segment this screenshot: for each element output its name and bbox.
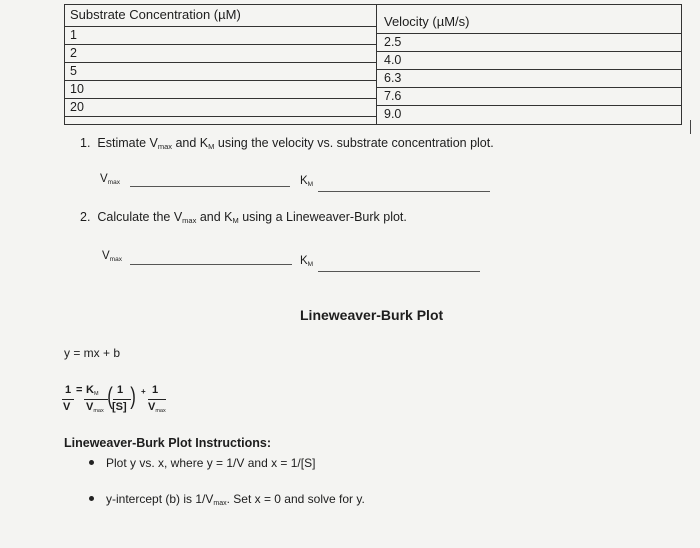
label-sub: M xyxy=(307,181,314,188)
km-text: K xyxy=(86,384,94,396)
table-border xyxy=(64,4,682,125)
question-2-text: Calculate the V xyxy=(97,210,183,224)
formula-vmax-1 xyxy=(86,401,104,414)
bullet-dot xyxy=(89,460,94,465)
vmax-sub: max xyxy=(93,408,104,414)
table-row-line xyxy=(64,44,376,45)
velocity-cell: 6.3 xyxy=(384,71,402,85)
right-parenthesis: ) xyxy=(130,383,136,410)
table-row-line xyxy=(376,69,682,70)
question-2 xyxy=(80,210,407,225)
velocity-cell: 4.0 xyxy=(384,53,402,67)
table-row-line xyxy=(64,80,376,81)
label-sub: max xyxy=(107,179,120,186)
label-text: V xyxy=(102,250,110,262)
fraction-bar xyxy=(113,399,131,400)
formula-inner-numerator: 1 xyxy=(117,384,124,396)
table-row-line xyxy=(376,105,682,106)
formula-lhs-denominator: V xyxy=(63,401,71,413)
lineweaver-burk-formula xyxy=(62,382,172,420)
question-1-sub: M xyxy=(208,142,215,151)
question-2-text: and K xyxy=(196,210,233,224)
instruction-bullet-2 xyxy=(106,492,365,507)
vmax-sub: max xyxy=(155,408,166,414)
formula-plus: + xyxy=(141,387,146,396)
velocity-cell: 9.0 xyxy=(384,107,402,121)
linear-equation: y = mx + b xyxy=(64,346,121,360)
q2-km-label xyxy=(300,255,313,268)
formula-equals: = xyxy=(76,384,83,396)
question-1-number: 1. xyxy=(80,136,91,150)
question-1 xyxy=(80,136,494,151)
label-text: V xyxy=(100,173,108,185)
vmax-text: V xyxy=(86,401,94,413)
q1-km-label xyxy=(300,175,313,188)
substrate-cell: 20 xyxy=(70,100,84,114)
instruction-bullet-1: Plot y vs. x, where y = 1/V and x = 1/[S] xyxy=(106,456,316,470)
velocity-cell: 2.5 xyxy=(384,35,402,49)
table-row-line xyxy=(376,51,682,52)
label-sub: M xyxy=(307,261,314,268)
q2-vmax-label xyxy=(102,250,122,263)
q1-vmax-answer-line[interactable] xyxy=(130,186,290,187)
instructions-heading: Lineweaver-Burk Plot Instructions: xyxy=(64,436,271,450)
question-2-number: 2. xyxy=(80,210,91,224)
label-text: K xyxy=(300,255,308,267)
question-1-text: and K xyxy=(172,136,209,150)
question-1-sub: max xyxy=(157,142,172,151)
question-1-text: using the velocity vs. substrate concentration plot. xyxy=(214,136,494,150)
bullet-2-text: . Set x = 0 and solve for y. xyxy=(226,492,365,506)
question-2-sub: max xyxy=(182,216,197,225)
velocity-column-header: Velocity (µM/s) xyxy=(384,14,470,29)
substrate-cell: 5 xyxy=(70,64,77,78)
q1-km-answer-line[interactable] xyxy=(318,191,490,192)
bullet-2-sub: max xyxy=(213,500,227,507)
formula-last-numerator: 1 xyxy=(152,384,159,396)
question-2-text: using a Lineweaver-Burk plot. xyxy=(238,210,407,224)
substrate-column-header: Substrate Concentration (µM) xyxy=(70,7,241,22)
formula-km xyxy=(86,384,99,397)
vmax-text: V xyxy=(148,401,156,413)
table-column-divider xyxy=(376,4,377,125)
kinetics-data-table xyxy=(64,4,682,125)
formula-vmax-2 xyxy=(148,401,166,414)
bullet-2-text: y-intercept (b) is 1/V xyxy=(106,492,214,506)
velocity-cell: 7.6 xyxy=(384,89,402,103)
edge-mark xyxy=(690,120,691,134)
substrate-cell: 2 xyxy=(70,46,77,60)
substrate-cell: 10 xyxy=(70,82,84,96)
question-1-text: Estimate V xyxy=(97,136,158,150)
table-row-line xyxy=(376,87,682,88)
fraction-bar xyxy=(148,399,166,400)
fraction-bar xyxy=(62,399,74,400)
q2-vmax-answer-line[interactable] xyxy=(130,264,292,265)
bullet-dot xyxy=(89,496,94,501)
km-sub: M xyxy=(93,391,99,397)
substrate-cell: 1 xyxy=(70,28,77,42)
left-parenthesis: ( xyxy=(107,383,113,410)
plot-title: Lineweaver-Burk Plot xyxy=(300,307,444,323)
label-sub: max xyxy=(109,256,122,263)
table-row-line xyxy=(64,26,376,27)
question-2-sub: M xyxy=(232,216,239,225)
q2-km-answer-line[interactable] xyxy=(318,271,480,272)
formula-lhs-numerator: 1 xyxy=(65,384,72,396)
label-text: K xyxy=(300,175,308,187)
table-row-line xyxy=(64,116,376,117)
table-row-line xyxy=(64,98,376,99)
table-row-line xyxy=(64,62,376,63)
q1-vmax-label xyxy=(100,173,120,186)
formula-inner-denominator: [S] xyxy=(112,401,127,413)
fraction-bar xyxy=(84,399,108,400)
table-row-line xyxy=(376,33,682,34)
